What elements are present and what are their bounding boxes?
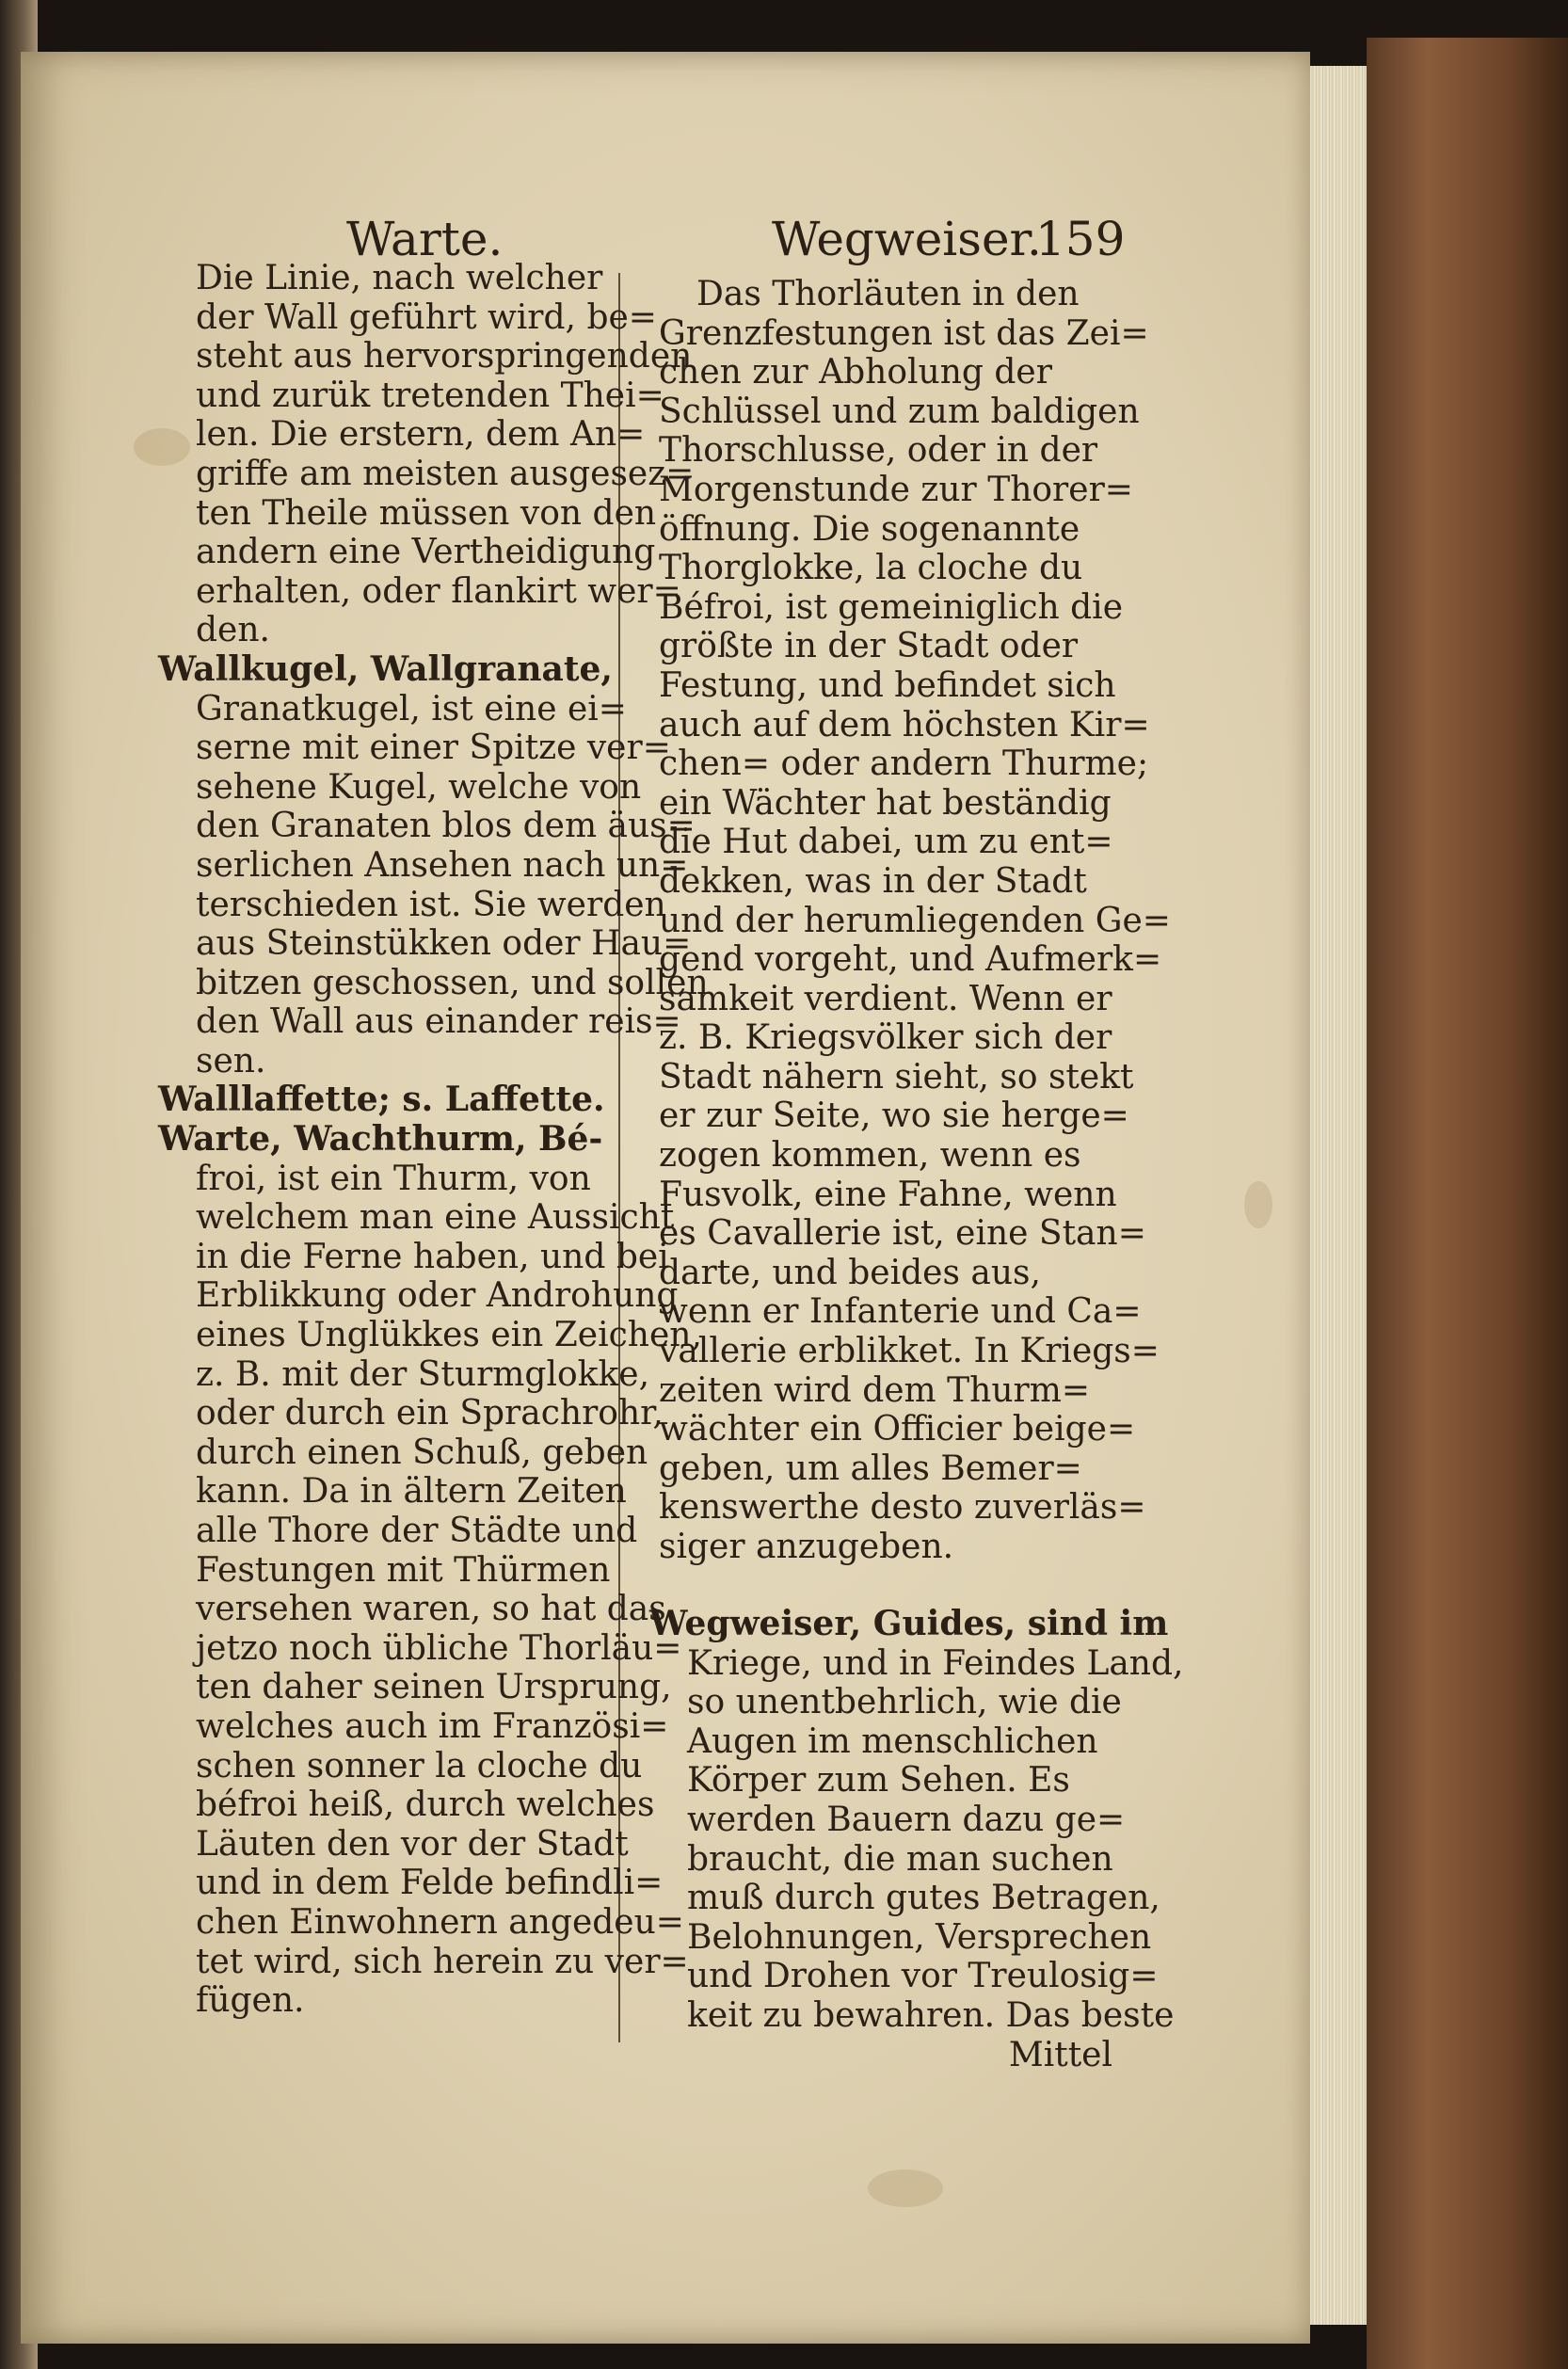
text-line: Stadt nähern sieht, so stekt	[659, 1057, 1134, 1096]
text-line: und der herumliegenden Ge=	[659, 901, 1171, 940]
text-line: den Wall aus einander reis=	[196, 1002, 681, 1042]
text-line: und in dem Felde befindli=	[196, 1864, 664, 1903]
text-line: Läuten den vor der Stadt	[196, 1824, 629, 1864]
text-line: z. B. mit der Sturmglokke,	[196, 1354, 650, 1394]
text-line: andern eine Vertheidigung	[196, 533, 656, 572]
text-line: Das Thorläuten in den	[696, 275, 1080, 313]
text-line: kenswerthe desto zuverläs=	[659, 1488, 1146, 1528]
text-line: öffnung. Die sogenannte	[659, 509, 1080, 549]
text-line: aus Steinstükken oder Hau=	[196, 924, 692, 964]
text-line: wenn er Infanterie und Ca=	[659, 1292, 1142, 1332]
right-column	[659, 275, 1171, 1567]
text-line: siger anzugeben.	[659, 1528, 954, 1566]
text-line: auch auf dem höchsten Kir=	[659, 705, 1150, 744]
text-line: es Cavallerie ist, eine Stan=	[659, 1214, 1146, 1254]
text-line: terschieden ist. Sie werden	[196, 885, 666, 924]
text-line: werden Bauern dazu ge=	[687, 1800, 1126, 1839]
text-line: steht aus hervorspringenden	[196, 337, 693, 376]
text-line: Fusvolk, eine Fahne, wenn	[659, 1175, 1117, 1214]
text-line: Festung, und befindet sich	[659, 665, 1116, 705]
text-line: welchem man eine Aussicht	[196, 1198, 675, 1238]
text-line: erhalten, oder flankirt wer=	[196, 571, 681, 611]
text-line: Walllaffette; s. Laffette.	[158, 1080, 605, 1120]
text-line: serlichen Ansehen nach un=	[196, 845, 689, 885]
text-line: griffe am meisten ausgesez=	[196, 454, 695, 493]
text-line: dekken, was in der Stadt	[659, 861, 1087, 901]
text-line: serne mit einer Spitze ver=	[196, 728, 671, 768]
foxing-spot	[1244, 1181, 1272, 1228]
text-line: darte, und beides aus,	[659, 1253, 1041, 1292]
text-line: chen= oder andern Thurme;	[659, 744, 1149, 784]
text-line: alle Thore der Städte und	[196, 1512, 638, 1550]
text-line: Die Linie, nach welcher	[196, 259, 603, 297]
text-line: Wegweiser, Guides, sind im	[649, 1604, 1169, 1643]
text-line: schen sonner la cloche du	[196, 1746, 643, 1785]
text-line: sehene Kugel, welche von	[196, 767, 642, 807]
text-line: chen zur Abholung der	[659, 353, 1052, 392]
right-column-entry-wegweiser	[649, 1604, 1184, 2074]
text-line: Mittel	[1008, 2035, 1112, 2074]
text-line: gend vorgeht, und Aufmerk=	[659, 940, 1162, 980]
text-line: eines Unglükkes ein Zeichen,	[196, 1316, 702, 1355]
text-line: zeiten wird dem Thurm=	[659, 1370, 1091, 1410]
text-line: ein Wächter hat beständig	[659, 783, 1112, 823]
text-line: jetzo noch übliche Thorläu=	[196, 1628, 682, 1668]
text-line: zogen kommen, wenn es	[659, 1136, 1081, 1176]
text-line: wächter ein Officier beige=	[659, 1410, 1136, 1449]
text-line: welches auch im Französi=	[196, 1706, 669, 1746]
text-line: Augen im menschlichen	[687, 1721, 1098, 1761]
text-line: die Hut dabei, um zu ent=	[659, 823, 1113, 862]
text-line: er zur Seite, wo sie herge=	[659, 1096, 1129, 1136]
text-line: Festungen mit Thürmen	[196, 1550, 611, 1590]
text-line: Granatkugel, ist eine ei=	[196, 689, 627, 728]
text-line: Wallkugel, Wallgranate,	[158, 648, 613, 689]
text-line: braucht, die man suchen	[687, 1839, 1113, 1879]
text-line: béfroi heiß, durch welches	[196, 1785, 655, 1825]
text-line: keit zu bewahren. Das beste	[687, 1995, 1175, 2035]
text-line: Erblikkung oder Androhung	[196, 1276, 679, 1316]
text-line: fügen.	[196, 1981, 305, 2021]
page-edges	[1310, 66, 1367, 2325]
text-line: der Wall geführt wird, be=	[196, 297, 657, 337]
page-number: 159	[1035, 212, 1126, 266]
text-line: durch einen Schuß, geben	[196, 1433, 648, 1472]
text-line: Thorglokke, la cloche du	[659, 549, 1083, 588]
text-line: ten daher seinen Ursprung,	[196, 1668, 672, 1707]
text-line: sen.	[196, 1041, 266, 1080]
text-line: Schlüssel und zum baldigen	[659, 392, 1140, 431]
text-line: Belohnungen, Versprechen	[687, 1917, 1152, 1957]
text-line: froi, ist ein Thurm, von	[196, 1159, 591, 1198]
text-line: oder durch ein Sprachrohr,	[196, 1394, 664, 1433]
text-line: so unentbehrlich, wie die	[687, 1683, 1122, 1722]
text-line: den.	[196, 611, 270, 650]
text-line: bitzen geschossen, und sollen	[196, 963, 709, 1002]
left-column	[158, 259, 709, 2021]
text-line: tet wird, sich herein zu ver=	[196, 1942, 689, 1981]
text-line: in die Ferne haben, und bei	[196, 1237, 669, 1276]
text-line: Béfroi, ist gemeiniglich die	[659, 587, 1123, 627]
text-line: größte in der Stadt oder	[659, 627, 1079, 666]
text-line: Grenzfestungen ist das Zei=	[659, 313, 1149, 353]
text-line: kann. Da in ältern Zeiten	[196, 1472, 627, 1512]
text-line: den Granaten blos dem äus=	[196, 807, 696, 846]
text-line: samkeit verdient. Wenn er	[659, 979, 1112, 1018]
text-line: Thorschlusse, oder in der	[659, 431, 1098, 471]
text-line: Morgenstunde zur Thorer=	[659, 470, 1133, 509]
text-line: z. B. Kriegsvölker sich der	[659, 1018, 1112, 1058]
text-line: Warte, Wachthurm, Bé-	[158, 1119, 603, 1160]
text-line: und Drohen vor Treulosig=	[687, 1957, 1159, 1996]
book-cover	[1367, 38, 1568, 2369]
text-line: vallerie erblikket. In Kriegs=	[659, 1332, 1160, 1371]
running-head-left: Warte.	[346, 212, 504, 266]
foxing-spot	[868, 2169, 943, 2207]
text-line: chen Einwohnern angedeu=	[196, 1902, 684, 1942]
text-line: geben, um alles Bemer=	[659, 1449, 1082, 1488]
text-line: Körper zum Sehen. Es	[687, 1761, 1070, 1801]
running-head-center: Wegweiser.	[772, 212, 1042, 266]
text-line: len. Die erstern, dem An=	[196, 415, 646, 455]
text-line: versehen waren, so hat das	[196, 1590, 666, 1629]
text-line: ten Theile müssen von den	[196, 493, 657, 533]
text-line: muß durch gutes Betragen,	[687, 1879, 1160, 1918]
text-line: Kriege, und in Feindes Land,	[687, 1643, 1184, 1683]
text-line: und zurük tretenden Thei=	[196, 376, 664, 415]
